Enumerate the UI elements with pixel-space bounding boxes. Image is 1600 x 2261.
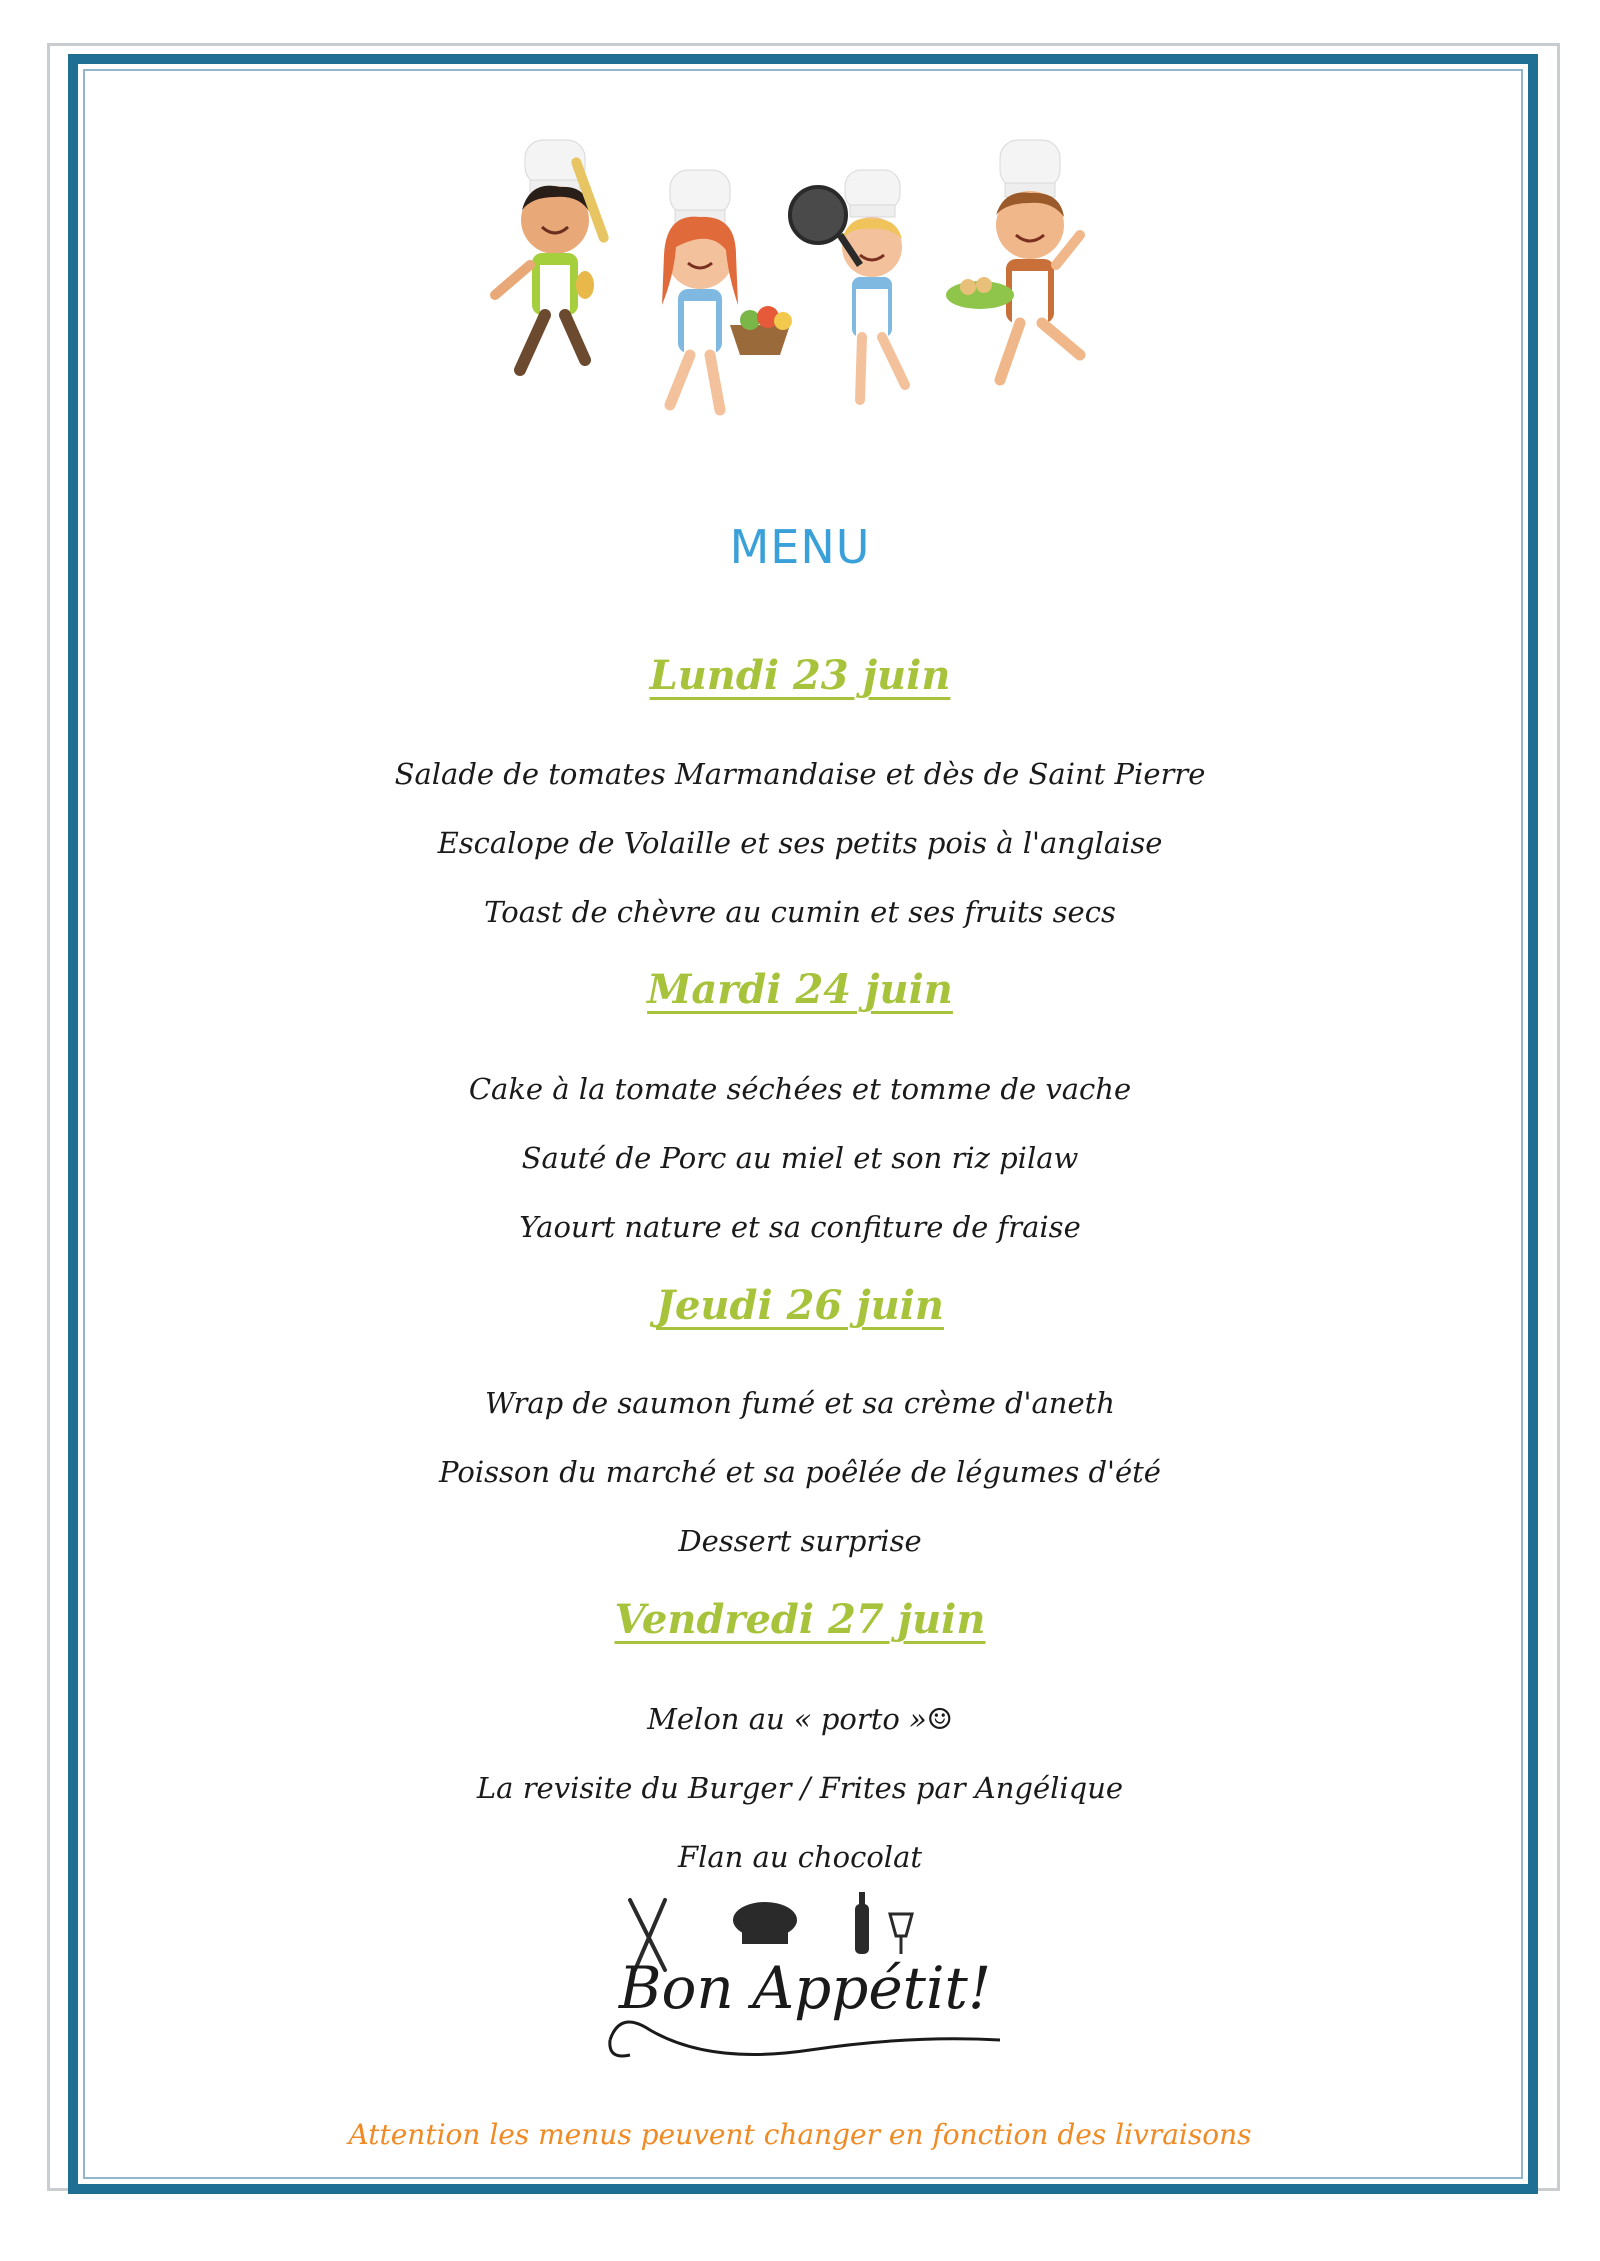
dish-lundi-3: Toast de chèvre au cumin et ses fruits secs	[484, 895, 1116, 929]
kid-chefs-illustration	[470, 125, 1140, 470]
dish-jeudi-2: Poisson du marché et sa poêlée de légumes d'été	[439, 1455, 1161, 1489]
footer-disclaimer: Attention les menus peuvent changer en fonction des livraisons	[348, 2118, 1252, 2151]
dish-vendredi-1: Melon au « porto »☺	[647, 1702, 953, 1736]
chef-kid-4	[946, 140, 1080, 380]
dish-mardi-1: Cake à la tomate séchées et tomme de vache	[468, 1072, 1132, 1106]
day-heading-jeudi: Jeudi 26 juin	[656, 1282, 944, 1329]
menu-title: MENU	[729, 520, 871, 574]
day-heading-vendredi: Vendredi 27 juin	[614, 1596, 986, 1643]
day-heading-lundi: Lundi 23 juin	[649, 652, 951, 699]
dish-vendredi-3: Flan au chocolat	[677, 1840, 923, 1874]
chef-kid-1	[495, 140, 610, 370]
dish-lundi-1: Salade de tomates Marmandaise et dès de Saint Pierre	[394, 757, 1206, 791]
chef-kid-3	[790, 170, 905, 400]
bon-appetit-logo	[590, 1890, 1020, 2070]
dish-mardi-3: Yaourt nature et sa confiture de fraise	[519, 1210, 1081, 1244]
bon-appetit-text: Bon Appétit!	[618, 1954, 992, 2022]
dish-jeudi-3: Dessert surprise	[678, 1524, 922, 1558]
dish-vendredi-2: La revisite du Burger / Frites par Angélique	[476, 1771, 1124, 1805]
dish-mardi-2: Sauté de Porc au miel et son riz pilaw	[521, 1141, 1079, 1175]
day-heading-mardi: Mardi 24 juin	[647, 966, 953, 1013]
dish-jeudi-1: Wrap de saumon fumé et sa crème d'aneth	[485, 1386, 1115, 1420]
chef-kid-2	[662, 170, 792, 410]
dish-lundi-2: Escalope de Volaille et ses petits pois à l'anglaise	[437, 826, 1163, 860]
